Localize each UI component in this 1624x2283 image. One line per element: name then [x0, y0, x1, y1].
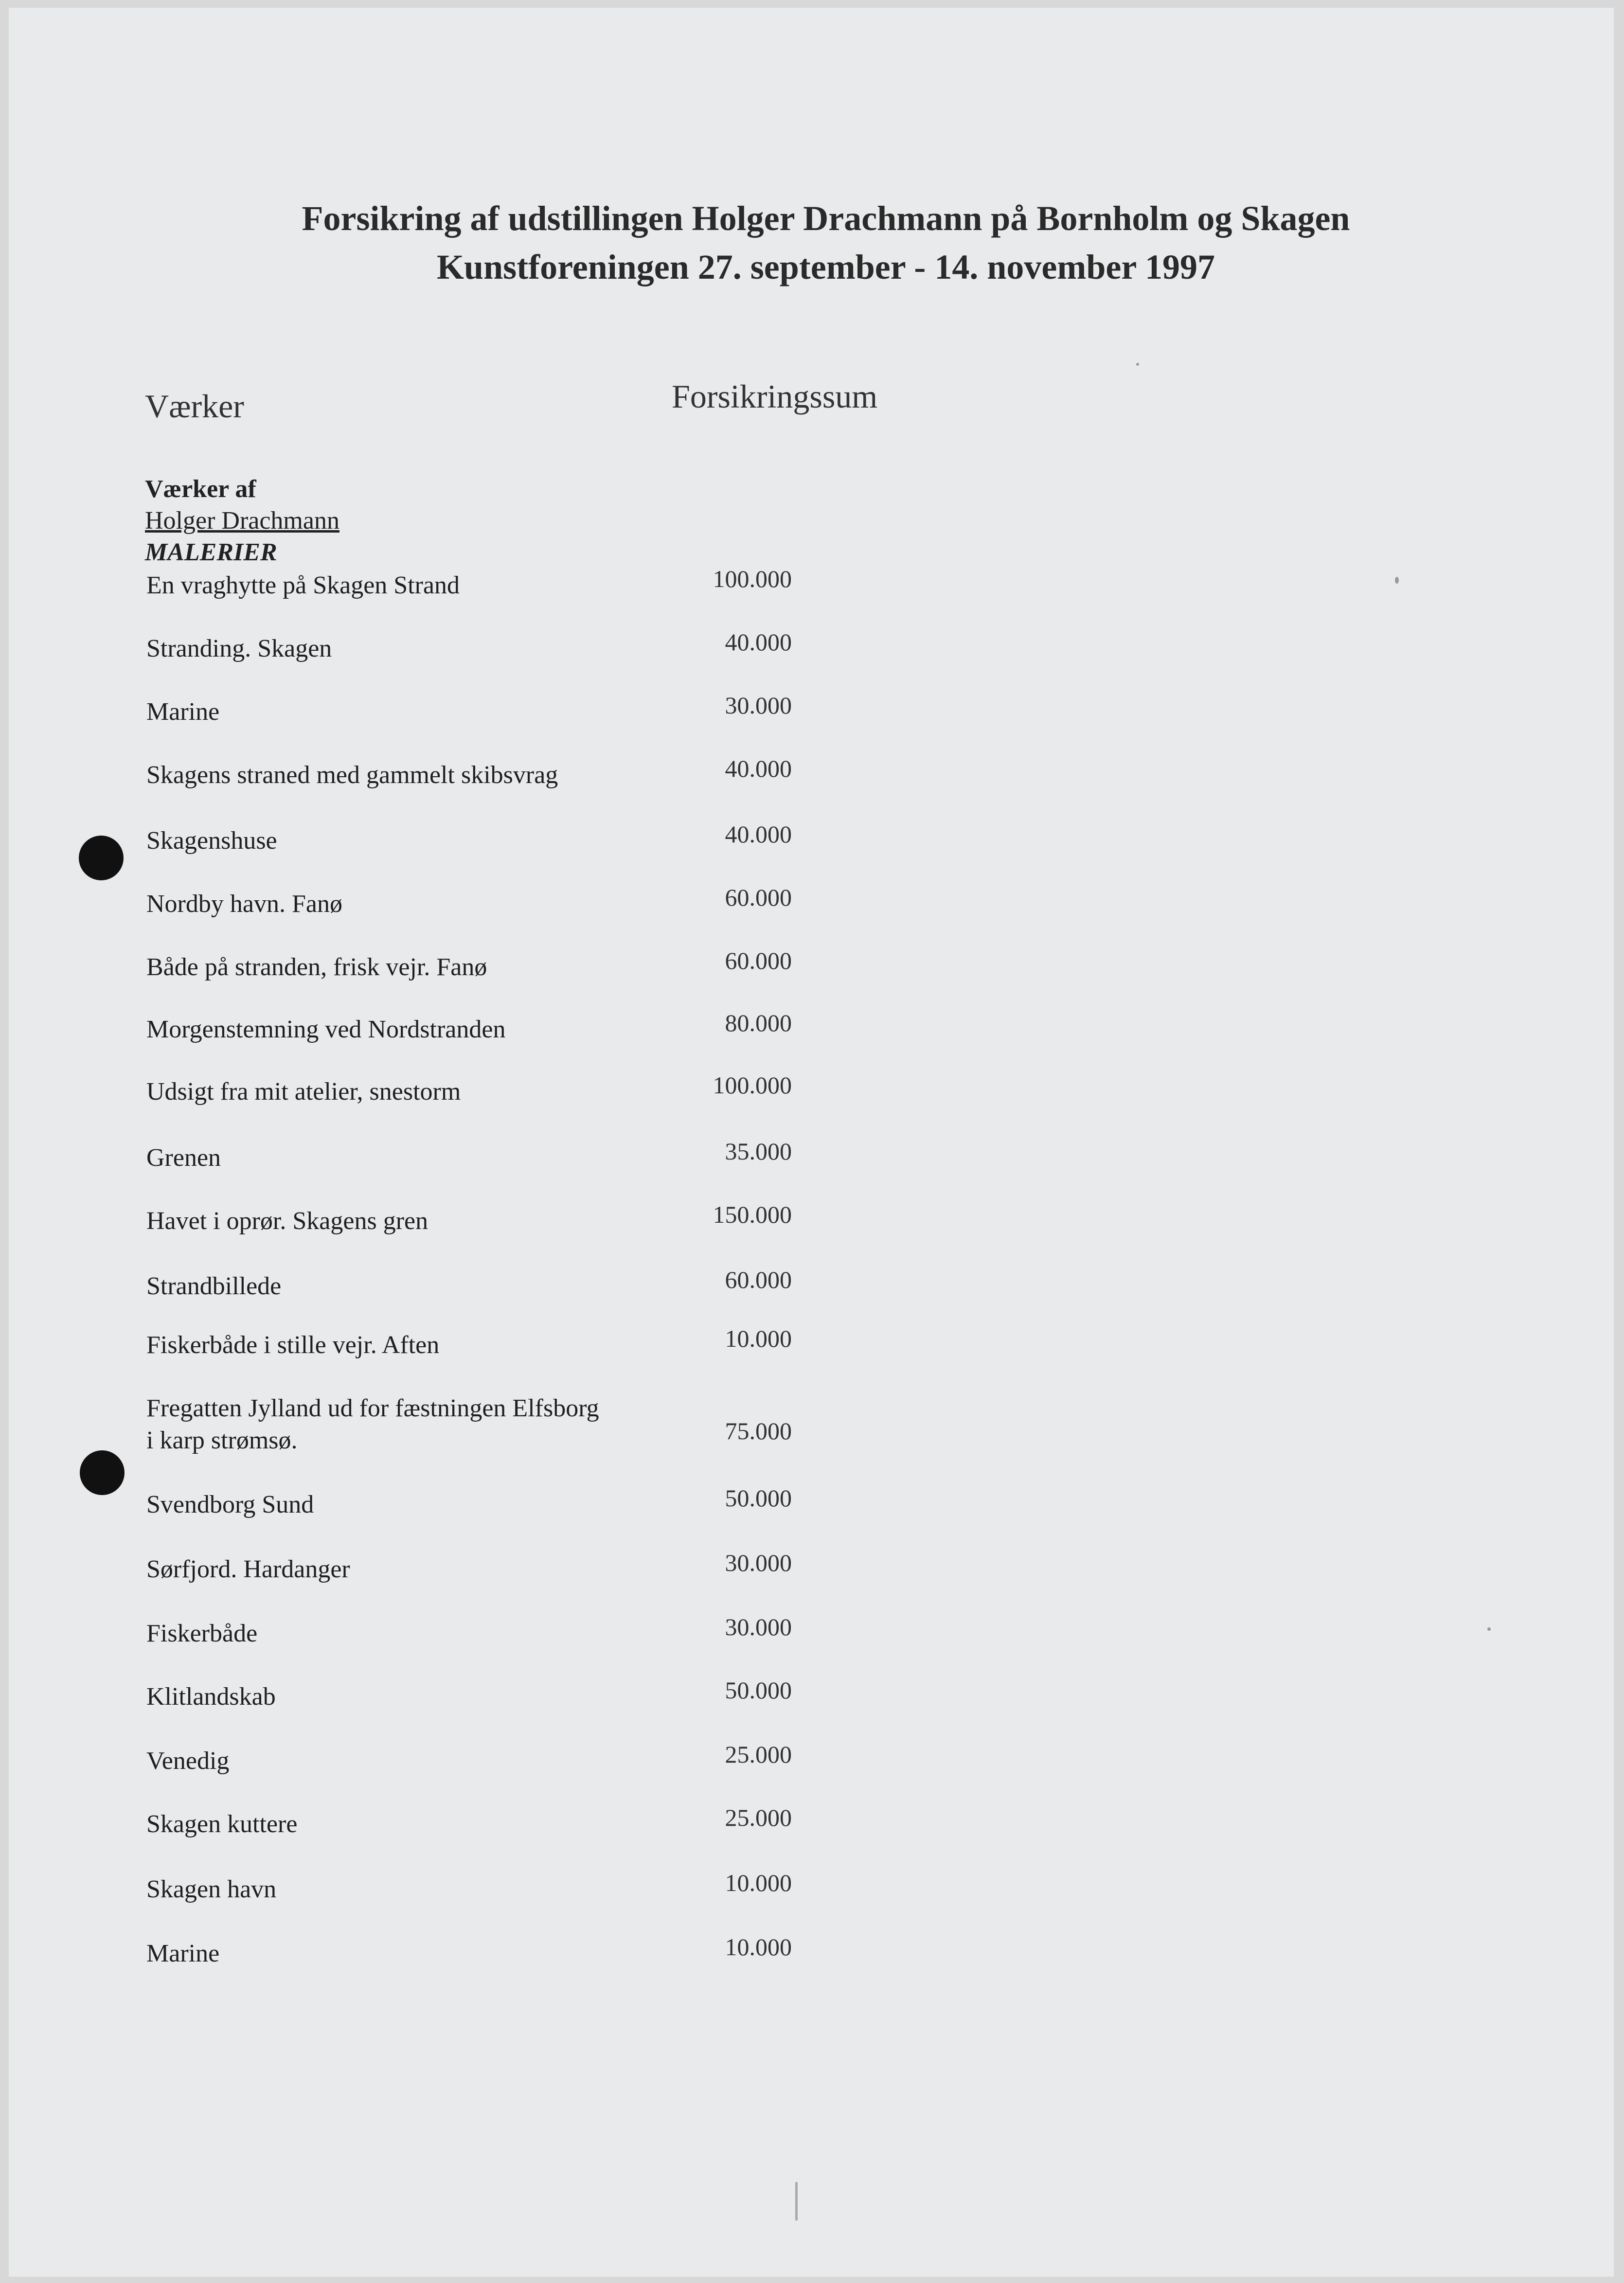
- list-item: [9, 565, 1614, 608]
- insurance-amount: 10.000: [725, 1869, 792, 1896]
- document-subtitle: Kunstforeningen 27. september - 14. november 1997: [437, 248, 1215, 286]
- list-item: [9, 1549, 1614, 1592]
- list-item: [9, 1484, 1614, 1528]
- artist-name: Holger Drachmann: [145, 507, 339, 535]
- insurance-amount: 50.000: [725, 1484, 792, 1512]
- insurance-amount: 80.000: [725, 1009, 792, 1036]
- paper-mark: [795, 2182, 798, 2221]
- insurance-amount: 50.000: [725, 1677, 792, 1704]
- work-title: Grenen: [146, 1144, 221, 1172]
- work-title: Skagens straned med gammelt skibsvrag: [146, 761, 558, 789]
- list-item: [9, 1677, 1614, 1720]
- section-label: Værker af: [145, 475, 256, 503]
- insurance-amount: 40.000: [725, 755, 792, 782]
- insurance-amount: 100.000: [713, 565, 792, 592]
- paper-speck: [1136, 363, 1139, 366]
- work-title: Skagen havn: [146, 1875, 277, 1903]
- insurance-amount: 35.000: [725, 1138, 792, 1165]
- list-item: [9, 1009, 1614, 1052]
- work-title: Strandbillede: [146, 1272, 282, 1300]
- work-title: Morgenstemning ved Nordstranden: [146, 1016, 506, 1043]
- insurance-amount: 60.000: [725, 884, 792, 911]
- insurance-amount: 150.000: [713, 1201, 792, 1228]
- list-item: [9, 1741, 1614, 1784]
- list-item: [9, 820, 1614, 864]
- insurance-amount: 40.000: [725, 820, 792, 848]
- work-title: Klitlandskab: [146, 1683, 276, 1711]
- work-title: Havet i oprør. Skagens gren: [146, 1207, 428, 1235]
- list-item: [9, 947, 1614, 990]
- insurance-amount: 40.000: [725, 628, 792, 656]
- work-title-continued: i karp strømsø.: [146, 1427, 298, 1454]
- list-item: [9, 1804, 1614, 1847]
- work-title: Stranding. Skagen: [146, 635, 332, 662]
- list-item: [9, 1138, 1614, 1181]
- insurance-amount: 25.000: [725, 1804, 792, 1831]
- column-header-works: Værker: [145, 388, 244, 425]
- insurance-amount: 100.000: [713, 1071, 792, 1099]
- list-item: [9, 1933, 1614, 1977]
- insurance-amount: 30.000: [725, 1613, 792, 1641]
- work-title: Udsigt fra mit atelier, snestorm: [146, 1078, 461, 1106]
- insurance-amount: 25.000: [725, 1741, 792, 1768]
- work-title: Både på stranden, frisk vejr. Fanø: [146, 953, 487, 981]
- document-page: [9, 8, 1614, 2277]
- category-label: MALERIER: [145, 538, 277, 566]
- work-title: Marine: [146, 1940, 220, 1967]
- work-title: Nordby havn. Fanø: [146, 890, 342, 918]
- work-title: En vraghytte på Skagen Strand: [146, 571, 460, 599]
- document-title: Forsikring af udstillingen Holger Drachmann på Bornholm og Skagen: [302, 199, 1350, 238]
- work-title: Skagen kuttere: [146, 1810, 298, 1838]
- column-header-insurance-sum: Forsikringssum: [672, 378, 878, 415]
- punch-hole: [80, 1450, 125, 1495]
- insurance-amount: 75.000: [725, 1417, 792, 1445]
- list-item: [9, 1325, 1614, 1368]
- list-item: [9, 1201, 1614, 1244]
- list-item: [9, 755, 1614, 798]
- insurance-amount: 30.000: [725, 692, 792, 719]
- list-item: [9, 692, 1614, 735]
- punch-hole: [79, 836, 124, 880]
- list-item: [9, 628, 1614, 672]
- work-title: Marine: [146, 698, 220, 726]
- work-title: Sørfjord. Hardanger: [146, 1555, 350, 1583]
- insurance-amount: 30.000: [725, 1549, 792, 1576]
- paper-speck: [1395, 577, 1399, 584]
- work-title: Fiskerbåde: [146, 1620, 258, 1647]
- list-item: [9, 1613, 1614, 1657]
- insurance-amount: 60.000: [725, 947, 792, 974]
- work-title: Fiskerbåde i stille vejr. Aften: [146, 1331, 440, 1359]
- list-item: [9, 884, 1614, 927]
- work-title: Fregatten Jylland ud for fæstningen Elfsborg: [146, 1394, 599, 1422]
- work-title: Skagenshuse: [146, 827, 277, 855]
- work-title: Venedig: [146, 1747, 230, 1775]
- insurance-amount: 10.000: [725, 1933, 792, 1961]
- list-item: [9, 1392, 1614, 1465]
- insurance-amount: 10.000: [725, 1325, 792, 1352]
- insurance-amount: 60.000: [725, 1266, 792, 1293]
- list-item: [9, 1869, 1614, 1912]
- paper-speck: [1487, 1627, 1491, 1631]
- work-title: Svendborg Sund: [146, 1491, 314, 1518]
- list-item: [9, 1266, 1614, 1309]
- list-item: [9, 1071, 1614, 1115]
